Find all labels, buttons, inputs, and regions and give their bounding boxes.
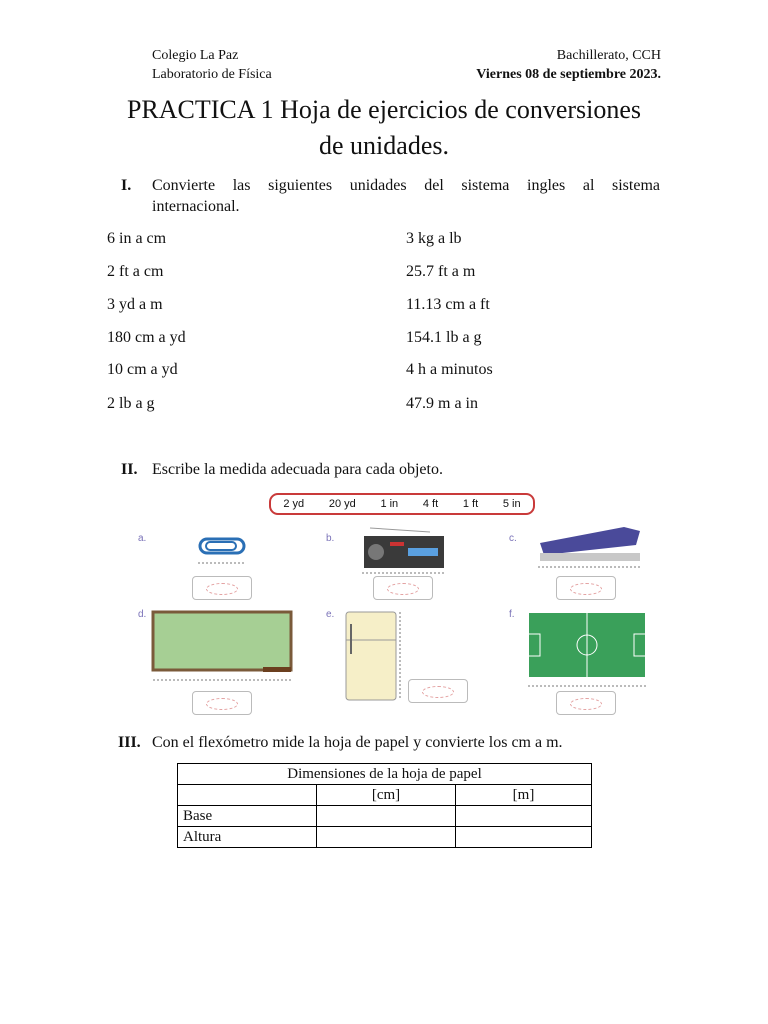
exercise-left-4: 180 cm a yd bbox=[107, 329, 186, 346]
option-4ft: 4 ft bbox=[422, 498, 439, 510]
row-label-base: Base bbox=[178, 806, 317, 827]
base-cm-cell[interactable] bbox=[317, 806, 456, 827]
label-d: d. bbox=[138, 609, 147, 620]
dimensions-table bbox=[177, 763, 592, 848]
option-2yd: 2 yd bbox=[283, 498, 305, 510]
radio-icon bbox=[360, 526, 446, 576]
exercise-right-1: 3 kg a lb bbox=[406, 230, 462, 247]
section-2-instruction: Escribe la medida adecuada para cada objeto. bbox=[152, 461, 443, 478]
exercise-left-5: 10 cm a yd bbox=[107, 361, 178, 378]
section-3-instruction: Con el flexómetro mide la hoja de papel y convierte los cm a m. bbox=[152, 734, 563, 751]
table-row bbox=[178, 827, 592, 848]
base-m-cell[interactable] bbox=[456, 806, 592, 827]
stapler-icon bbox=[536, 521, 644, 571]
section-1-instruction-1: Convierte las siguientes unidades del sistema ingles al sistema bbox=[152, 177, 660, 194]
exercise-left-6: 2 lb a g bbox=[107, 395, 155, 412]
table-row bbox=[178, 806, 592, 827]
answer-box-d[interactable] bbox=[192, 691, 252, 715]
exercise-right-3: 11.13 cm a ft bbox=[406, 296, 490, 313]
answer-box-e[interactable] bbox=[408, 679, 468, 703]
page-title bbox=[40, 92, 728, 164]
exercise-left-1: 6 in a cm bbox=[107, 230, 167, 247]
altura-m-cell[interactable] bbox=[456, 827, 592, 848]
label-f: f. bbox=[509, 609, 515, 620]
school-name: Colegio La Paz bbox=[152, 48, 239, 63]
label-e: e. bbox=[326, 609, 335, 620]
label-c: c. bbox=[509, 533, 517, 544]
title-line-2: de unidades. bbox=[319, 131, 449, 160]
exercise-right-2: 25.7 ft a m bbox=[406, 263, 476, 280]
exercise-right-4: 154.1 lb a g bbox=[406, 329, 482, 346]
row-label-altura: Altura bbox=[178, 827, 317, 848]
section-2-number: II. bbox=[121, 461, 138, 478]
lab-name: Laboratorio de Física bbox=[152, 67, 272, 82]
answer-box-c[interactable] bbox=[556, 576, 616, 600]
chalkboard-icon bbox=[150, 610, 294, 686]
section-1-instruction-2: internacional. bbox=[152, 198, 240, 215]
answer-box-a[interactable] bbox=[192, 576, 252, 600]
answer-box-b[interactable] bbox=[373, 576, 433, 600]
table-header-m: [m] bbox=[456, 785, 592, 806]
label-b: b. bbox=[326, 533, 335, 544]
exercise-right-6: 47.9 m a in bbox=[406, 395, 478, 412]
section-3-number: III. bbox=[118, 734, 141, 751]
title-line-1: PRACTICA 1 Hoja de ejercicios de conversiones bbox=[126, 95, 642, 124]
measure-options bbox=[269, 493, 535, 515]
label-a: a. bbox=[138, 533, 147, 544]
exercise-right-5: 4 h a minutos bbox=[406, 361, 493, 378]
answer-box-f[interactable] bbox=[556, 691, 616, 715]
level: Bachillerato, CCH bbox=[556, 48, 661, 63]
paper-clip-icon bbox=[196, 535, 250, 569]
soccer-field-icon bbox=[526, 610, 648, 690]
option-1ft: 1 ft bbox=[462, 498, 479, 510]
option-1in: 1 in bbox=[380, 498, 399, 510]
refrigerator-icon bbox=[342, 610, 406, 704]
option-20yd: 20 yd bbox=[328, 498, 356, 510]
section-1-number: I. bbox=[121, 177, 132, 194]
table-header-empty bbox=[178, 785, 317, 806]
altura-cm-cell[interactable] bbox=[317, 827, 456, 848]
table-caption: Dimensiones de la hoja de papel bbox=[178, 764, 592, 785]
exercise-left-3: 3 yd a m bbox=[107, 296, 163, 313]
date: Viernes 08 de septiembre 2023. bbox=[476, 67, 661, 82]
option-5in: 5 in bbox=[502, 498, 521, 510]
table-header-cm: [cm] bbox=[317, 785, 456, 806]
exercise-left-2: 2 ft a cm bbox=[107, 263, 164, 280]
